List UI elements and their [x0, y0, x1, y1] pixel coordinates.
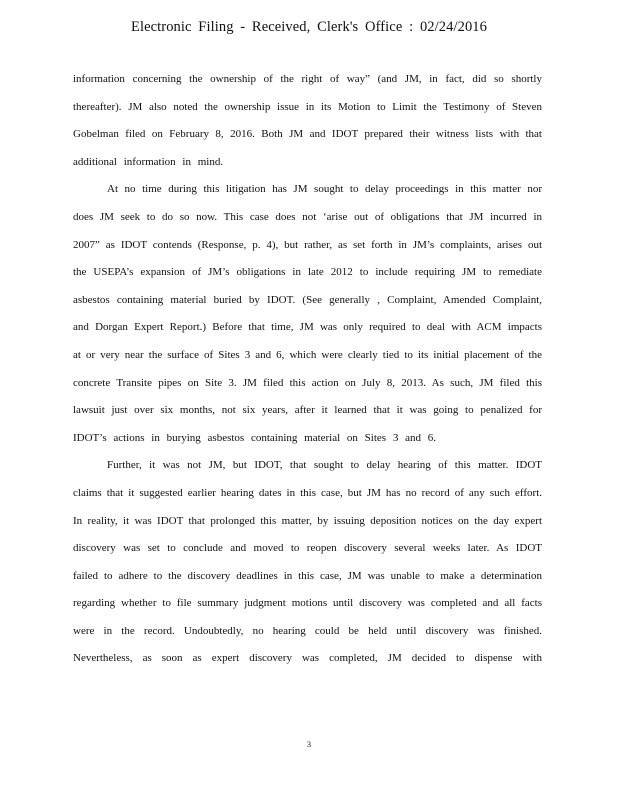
text-line: the USEPA’s expansion of JM’s obligations in late 2012 to include requiring JM to remediate	[73, 266, 542, 279]
text-line: In reality, it was IDOT that prolonged this matter, by issuing deposition notices on the day expert	[73, 514, 542, 527]
text-line: claims that it suggested earlier hearing dates in this case, but JM has no record of any such effort.	[73, 486, 542, 499]
text-line: at or very near the surface of Sites 3 and 6, which were clearly tied to its initial placement of the	[73, 348, 542, 361]
text-line: Nevertheless, as soon as expert discovery was completed, JM decided to dispense with	[73, 652, 542, 665]
paragraph-1	[73, 66, 542, 176]
text-line: and Dorgan Expert Report.) Before that time, JM was only required to deal with ACM impacts	[73, 321, 542, 334]
text-line: asbestos containing material buried by IDOT. (See generally , Complaint, Amended Complaint,	[73, 293, 542, 306]
text-line: were in the record. Undoubtedly, no hearing could be held until discovery was finished.	[73, 624, 542, 637]
text-line: 2007” as IDOT contends (Response, p. 4), but rather, as set forth in JM’s complaints, arises out	[73, 238, 542, 251]
text-line: information concerning the ownership of the right of way” (and JM, in fact, did so shortly	[73, 73, 542, 85]
text-line: Gobelman filed on February 8, 2016. Both JM and IDOT prepared their witness lists with that	[73, 128, 542, 141]
text-line: discovery was set to conclude and moved to reopen discovery several weeks later. As IDOT	[73, 542, 542, 555]
text-line: At no time during this litigation has JM sought to delay proceedings in this matter nor	[107, 183, 542, 196]
text-line: does JM seek to do so now. This case does not ‘arise out of obligations that JM incurred in	[73, 210, 542, 223]
page-number: 3	[307, 740, 311, 749]
text-line: Further, it was not JM, but IDOT, that sought to delay hearing of this matter. IDOT	[107, 459, 542, 472]
body-text	[73, 66, 542, 673]
text-line: regarding whether to file summary judgment motions until discovery was completed and all facts	[73, 597, 542, 610]
text-line: failed to adhere to the discovery deadlines in this case, JM was unable to make a determination	[73, 569, 542, 582]
paragraph-3	[73, 452, 542, 673]
text-line: lawsuit just over six months, not six years, after it learned that it was going to penalized for	[73, 404, 542, 417]
text-line: thereafter). JM also noted the ownership issue in its Motion to Limit the Testimony of Steven	[73, 100, 542, 113]
paragraph-2	[73, 176, 542, 452]
text-line: IDOT’s actions in burying asbestos containing material on Sites 3 and 6.	[73, 431, 436, 444]
filing-header: Electronic Filing - Received, Clerk's Office : 02/24/2016	[130, 19, 488, 35]
text-line: concrete Transite pipes on Site 3. JM filed this action on July 8, 2013. As such, JM filed this	[73, 376, 542, 389]
text-line: additional information in mind.	[73, 155, 224, 168]
